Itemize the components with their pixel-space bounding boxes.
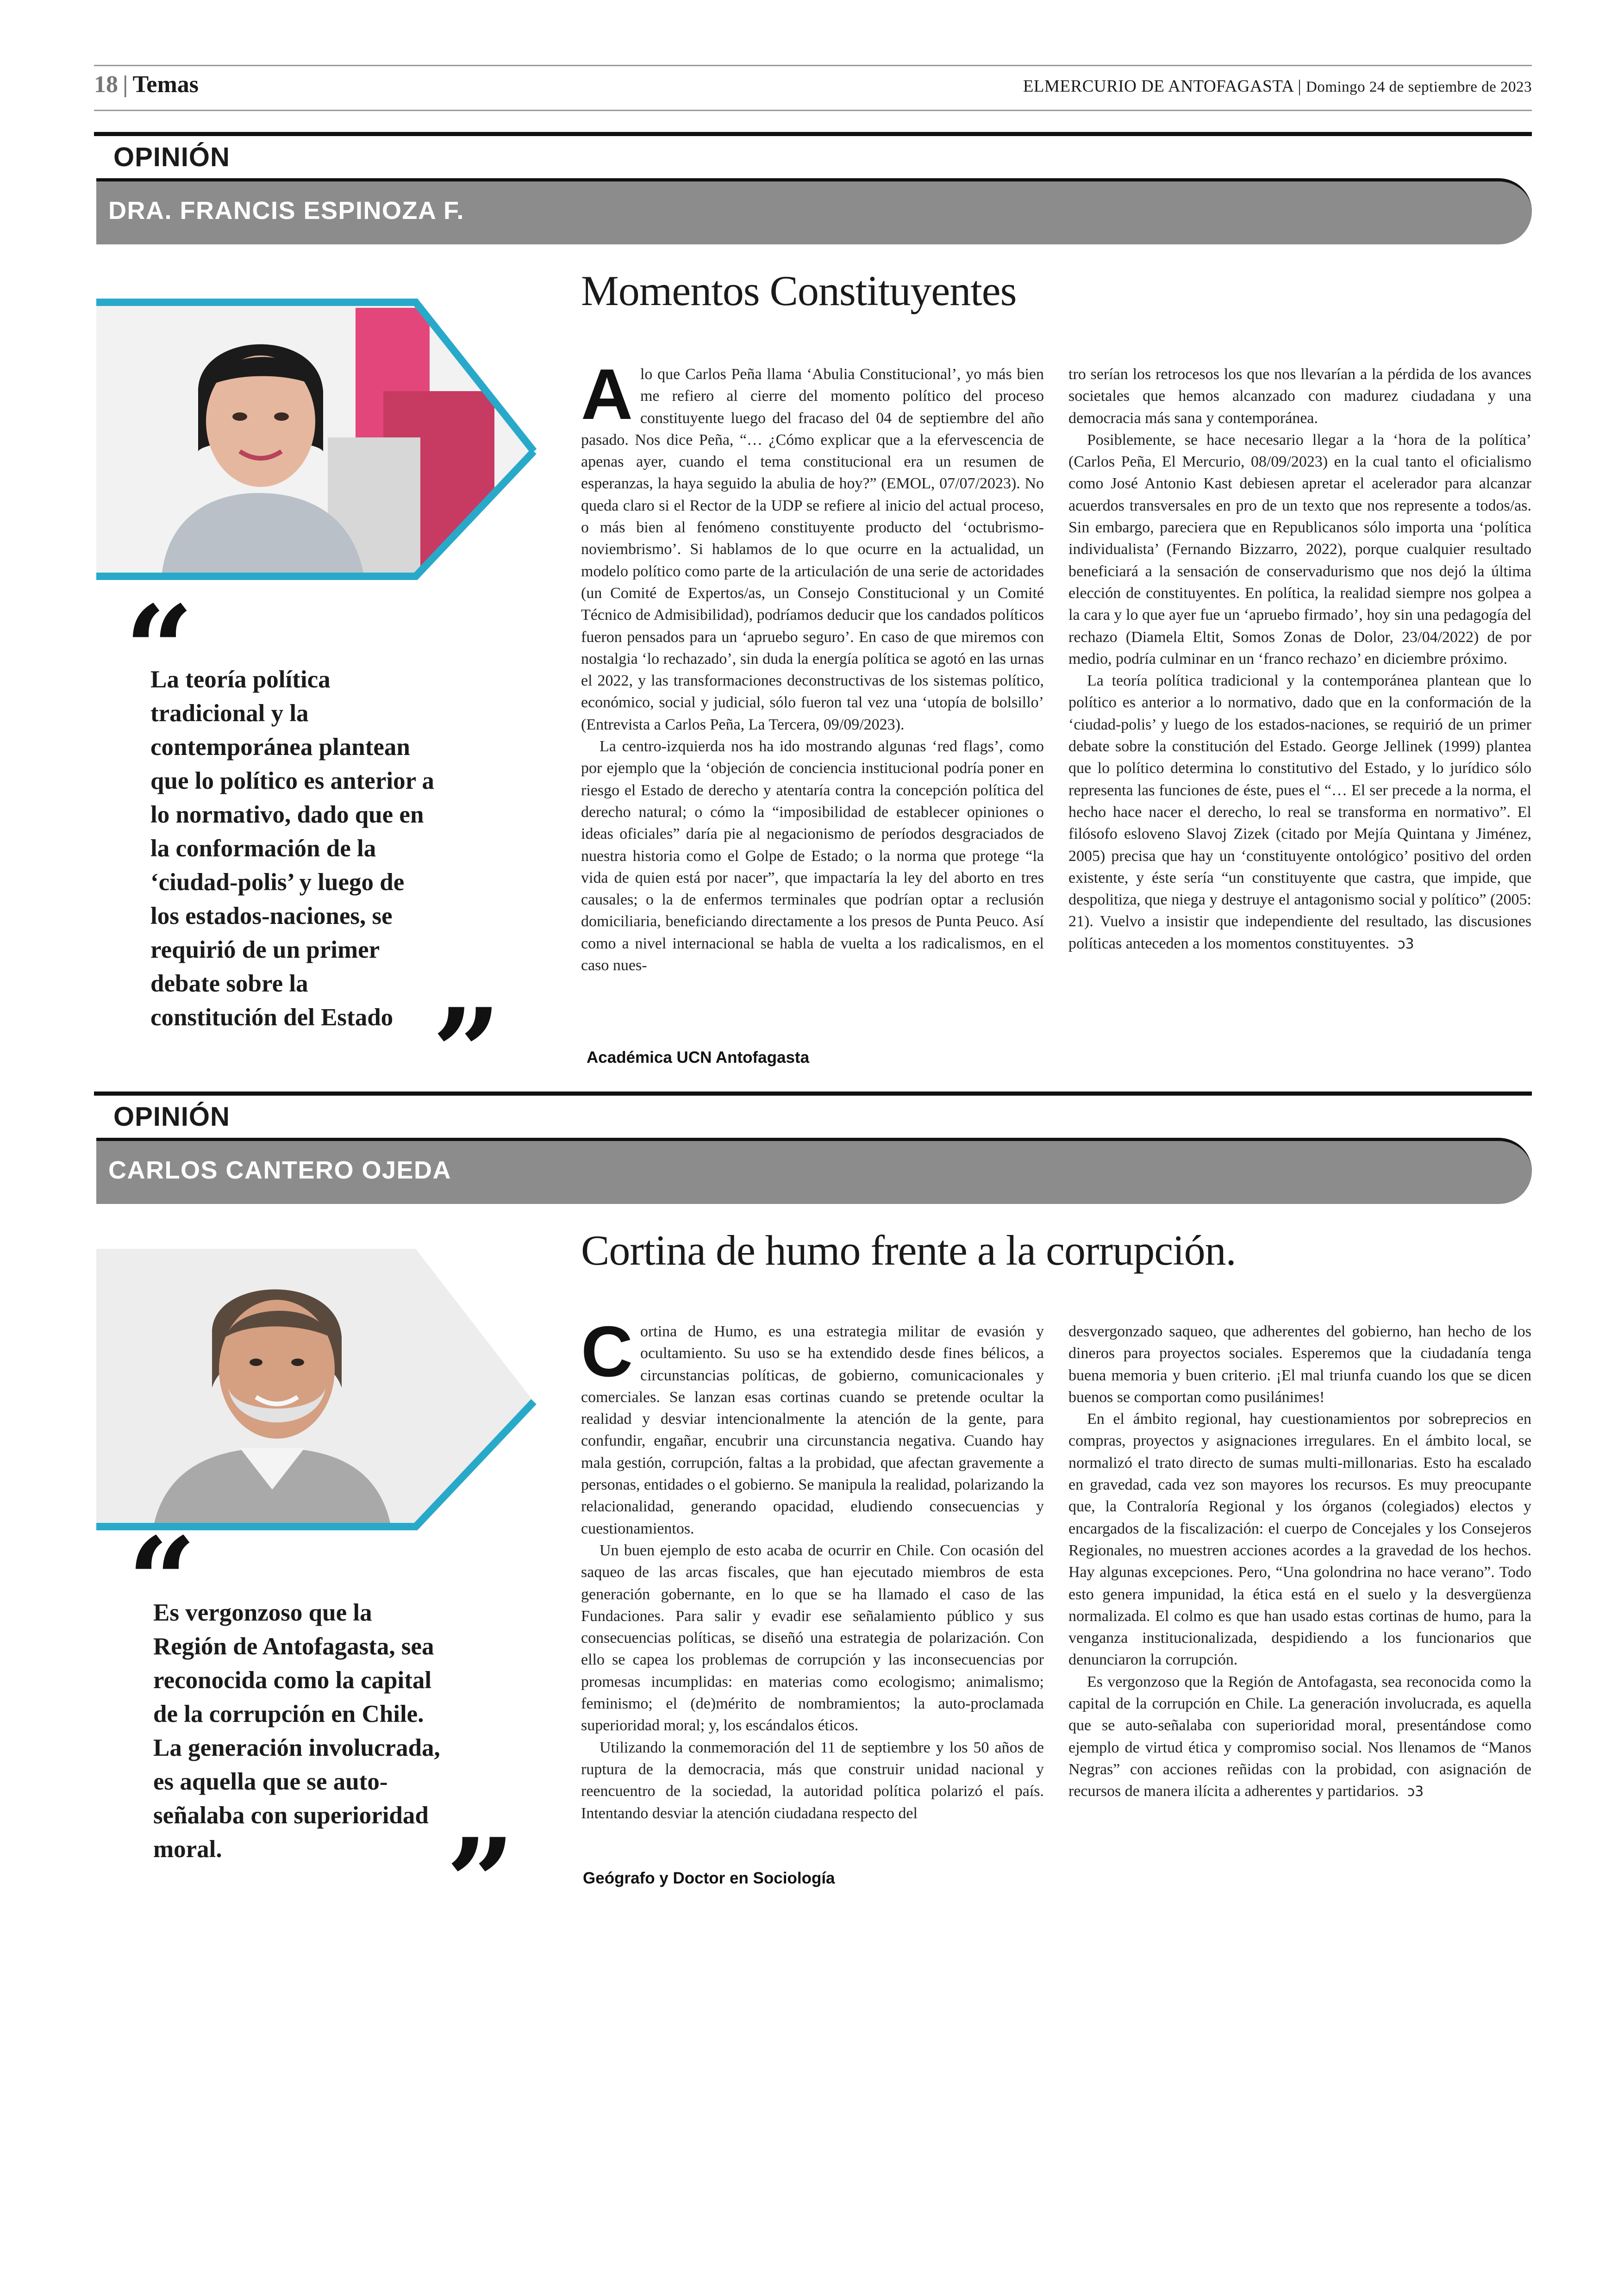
- drop-cap: C: [581, 1311, 633, 1391]
- page-header: [94, 65, 1532, 111]
- paragraph: tro serían los retrocesos los que nos llevarían a la pérdida de los avances societales que hemos alcanzado con madurez ciudadana y una democracia más sana y contemporánea.: [1068, 366, 1531, 427]
- article-column-1: [581, 1311, 1044, 1824]
- author-band: [96, 178, 1532, 244]
- pull-quote: La teoría política tradicional y la contemporánea plantean que lo político es anterior a lo normativo, dado que en la conformación de la ‘ciudad-polis’ y luego de los estados-naciones, se requirió de un primer debate sobre la constitución del Estado: [150, 666, 434, 1031]
- quote-close-icon: ”: [446, 1812, 515, 1953]
- pull-quote: Es vergonzoso que la Región de Antofagasta, sea reconocida como la capital de la corrupción en Chile. La generación involucrada, es aquella que se auto-señalaba con superioridad moral.: [153, 1599, 440, 1863]
- article-column-1: [581, 354, 1044, 976]
- author-photo: [96, 299, 541, 581]
- author-name: CARLOS CANTERO OJEDA: [108, 1156, 452, 1184]
- paragraph: desvergonzado saqueo, que adherentes del gobierno, han hecho de los dineros para proyectos sociales. Esperemos que la ciudadanía tenga buena memoria y buen criterio. ¡El mal triunfa cuando los que se dicen buenos se comportan como pusilánimes!: [1068, 1323, 1531, 1406]
- paragraph-text: La teoría política tradicional y la contemporánea plantean que lo político es anterior a lo normativo, dado que en la conformación de la ‘ciudad-polis’ y luego de los estados-naciones, se requirió de un primer debate sobre la constitución del Estado. George Jellinek (1999) plantea que lo político determina lo constitutivo del Estado, y lo jurídico sólo representa las funciones de éste, pues el “… El ser precede a la norma, el hecho hace nacer el derecho, lo real se transforma en normativo”. El filósofo esloveno Slavoj Zizek (citado por Mejía Quintana y Jiménez, 2005) precisa que hay un ‘constituyente ontológico’ positivo del orden existente, y éste sería “un constituyente que castra, que impide, que despolitiza, que niega y destruye el antagonismo social y político” (2005: 21). Vuelvo a insistir que independiente del resultado, las discusiones políticas anteceden a los momentos constituyentes.: [1068, 672, 1531, 952]
- paragraph-text: lo que Carlos Peña llama ‘Abulia Constitucional’, yo más bien me refiero al cierre del momento político del proceso constituyente luego del fracaso del 04 de septiembre del año pasado. Nos dice Peña, “… ¿Cómo explicar que a la efervescencia de apenas ayer, cuando el tema constitucional era un resumen de esperanzas, la haya seguido la abulia de hoy?” (EMOL, 07/07/2023). No queda claro si el Rector de la UDP se refiere al inicio del actual proceso, o más bien al fenómeno constituyente producto del ‘octubrismo-noviembrismo’. Si hablamos de lo que ocurre en la actualidad, un modelo político como parte de la articulación de una serie de actoridades (un Comité de Expertos/as, un Consejo Constitucional y un Comité Técnico de Admisibilidad), podríamos deducir que los candados políticos fueron pensados para un ‘apruebo seguro’. En caso de que miremos con nostalgia ‘lo rechazado’, sin duda la energía política se agotó en las urnas el 2022, y las transformaciones deconstructivas de los sistemas político, económico, social y judicial, sólo fueron tal vez una ‘utopía de bolsillo’ (Entrevista a Carlos Peña, La Tercera, 09/09/2023).: [581, 366, 1044, 733]
- masthead: [1023, 76, 1532, 96]
- article-title: Momentos Constituyentes: [581, 267, 1017, 314]
- portrait-image: [96, 299, 541, 581]
- page-number: 18: [94, 71, 118, 98]
- end-mark-icon: ↄ3: [1407, 1784, 1424, 1800]
- newspaper-name: ELMERCURIO DE ANTOFAGASTA: [1023, 77, 1293, 96]
- paragraph: Un buen ejemplo de esto acaba de ocurrir en Chile. Con ocasión del saqueo de las arcas fiscales, que han ejecutado miembros de esta generación gobernante, en lo que se ha llamado el caso de las Fundaciones. Para salir y evadir ese señalamiento público y sus consecuencias políticas, se diseñó una estrategia de polarización. Con ello se capea los problemas de corrupción y las inconsecuencias por promesas incumplidas: en materias como ecologismo; animalismo; feminismo; el (de)mérito de nombramientos; la auto-proclamada superioridad moral; y, los escándalos éticos.: [581, 1541, 1044, 1734]
- quote-open-icon: “: [125, 580, 194, 721]
- paragraph: En el ámbito regional, hay cuestionamientos por sobreprecios en compras, proyectos y asignaciones irregulares. En el ámbito local, se normalizó el trato directo de sumas multi-millonarias. Esto ha escalado en gravedad, cada vez son mayores los recursos. Es muy preocupante que, la Contraloría Regional y los órganos (colegiados) electos y encargados de la fiscalización: el cuerpo de Concejales y los Consejeros Regionales, no muestren acciones acordes a la gravedad de los hechos. Hay algunas excepciones. Pero, “Una golondrina no hace verano”. Todo esto genera impunidad, la ética está en el suelo y la desvergüenza normalizada. El colmo es que han usado estas cortinas de humo, para la venganza institucionalizada, despidiendo a los funcionarios que denunciaron la corrupción.: [1068, 1410, 1531, 1669]
- section-label: OPINIÓN: [113, 1102, 230, 1132]
- paragraph: Posiblemente, se hace necesario llegar a la ‘hora de la política’ (Carlos Peña, El Mercurio, 08/09/2023) en la cual tanto el oficialismo como José Antonio Kast debiesen apretar el acelerador para alcanzar acuerdos transversales en pro de un texto que nos represente a todos/as. Sin embargo, pareciera que en Republicanos sólo importa una ‘política individualista’ (Fernando Bizzarro, 2022), porque cualquier resultado beneficiará a la sensación de conservadurismo que nos dejó la última elección de constituyentes. En política, la realidad siempre nos golpea a la cara y lo que ayer fue un ‘apruebo firmado’, hoy sin una pedagogía del rechazo (Diamela Eltit, Somos Zonas de Dolor, 23/04/2022) de por medio, podría culminar en un ‘franco rechazo’ en diciembre próximo.: [1068, 431, 1531, 667]
- paragraph-text: ortina de Humo, es una estrategia militar de evasión y ocultamiento. Su uso se ha extendido desde fines bélicos, a circunstancias políticas, de gobierno, comunicacionales y comerciales. Se lanzan esas cortinas cuando se pretende ocultar la realidad y desviar intencionalmente la atención de la gente, para confundir, engañar, encubrir una circunstancia negativa. Cuando hay mala gestión, corrupción, faltas a la probidad, que afectan gravemente a personas, entidades o el gobierno. Se manipula la realidad, polarizando la relacionalidad, generando opacidad, eludiendo consecuencias y cuestionamientos.: [581, 1323, 1044, 1537]
- drop-cap: A: [581, 354, 633, 434]
- section-name: Temas: [132, 71, 199, 98]
- section-bar: [94, 1091, 1532, 1138]
- author-photo: [96, 1249, 541, 1536]
- opinion-article-2: [94, 1091, 1532, 1953]
- author-role: Geógrafo y Doctor en Sociología: [583, 1869, 835, 1887]
- article-title: Cortina de humo frente a la corrupción.: [581, 1227, 1236, 1274]
- opinion-article-1: [94, 132, 1532, 1123]
- article-column-2: [1068, 1321, 1531, 1803]
- section-label: OPINIÓN: [113, 142, 230, 172]
- portrait-image: [96, 1249, 541, 1536]
- end-mark-icon: ↄ3: [1398, 935, 1414, 952]
- page-section: [94, 71, 199, 98]
- paragraph: [1068, 1671, 1531, 1803]
- article-column-2: [1068, 363, 1531, 955]
- author-role: Académica UCN Antofagasta: [587, 1048, 810, 1066]
- paragraph: La centro-izquierda nos ha ido mostrando algunas ‘red flags’, como por ejemplo que la ‘objeción de conciencia institucional podría poner en riesgo el Estado de derecho y atentaría contra la concepción política del derecho natural; o cómo la “imposibilidad de establecer opiniones o ideas oficiales” daría pie al negacionismo de períodos desgraciados de nuestra historia como el Golpe de Estado; o la norma que protege “la vida de quien está por nacer”, que impactaría la ley del aborto en tres causales; o la de enfermos terminales que podrían optar a reclusión domiciliaria, beneficiando directamente a los presos de Punta Peuco. Así como a nivel internacional se habla de vuelta a los radicalismos, en el caso nues-: [581, 738, 1044, 974]
- author-name: DRA. FRANCIS ESPINOZA F.: [108, 197, 465, 225]
- author-band: [96, 1138, 1532, 1204]
- separator: |: [123, 71, 128, 98]
- paragraph: [1068, 670, 1531, 955]
- paragraph: [581, 1311, 1044, 1540]
- paragraph: Utilizando la conmemoración del 11 de septiembre y los 50 años de ruptura de la democracia, más que construir unidad nacional y reencuentro de la sociedad, la autoridad política polarizó el país. Intentando desviar la atención ciudadana respecto del: [581, 1739, 1044, 1822]
- separator: |: [1293, 77, 1306, 96]
- section-bar: [94, 132, 1532, 178]
- paragraph: [581, 354, 1044, 736]
- publication-date: Domingo 24 de septiembre de 2023: [1306, 79, 1532, 95]
- quote-close-icon: ”: [432, 982, 501, 1123]
- quote-open-icon: “: [127, 1511, 197, 1653]
- paragraph-text: Es vergonzoso que la Región de Antofagasta, sea reconocida como la capital de la corrupción en Chile. La generación involucrada, es aquella que se auto-señalaba con superioridad moral, presentándose como ejemplo de virtud ética y compromiso social. Nos llenamos de “Manos Negras” con acciones reñidas con la probidad, con asignación de recursos de manera ilícita a adherentes y partidarios.: [1068, 1673, 1531, 1800]
